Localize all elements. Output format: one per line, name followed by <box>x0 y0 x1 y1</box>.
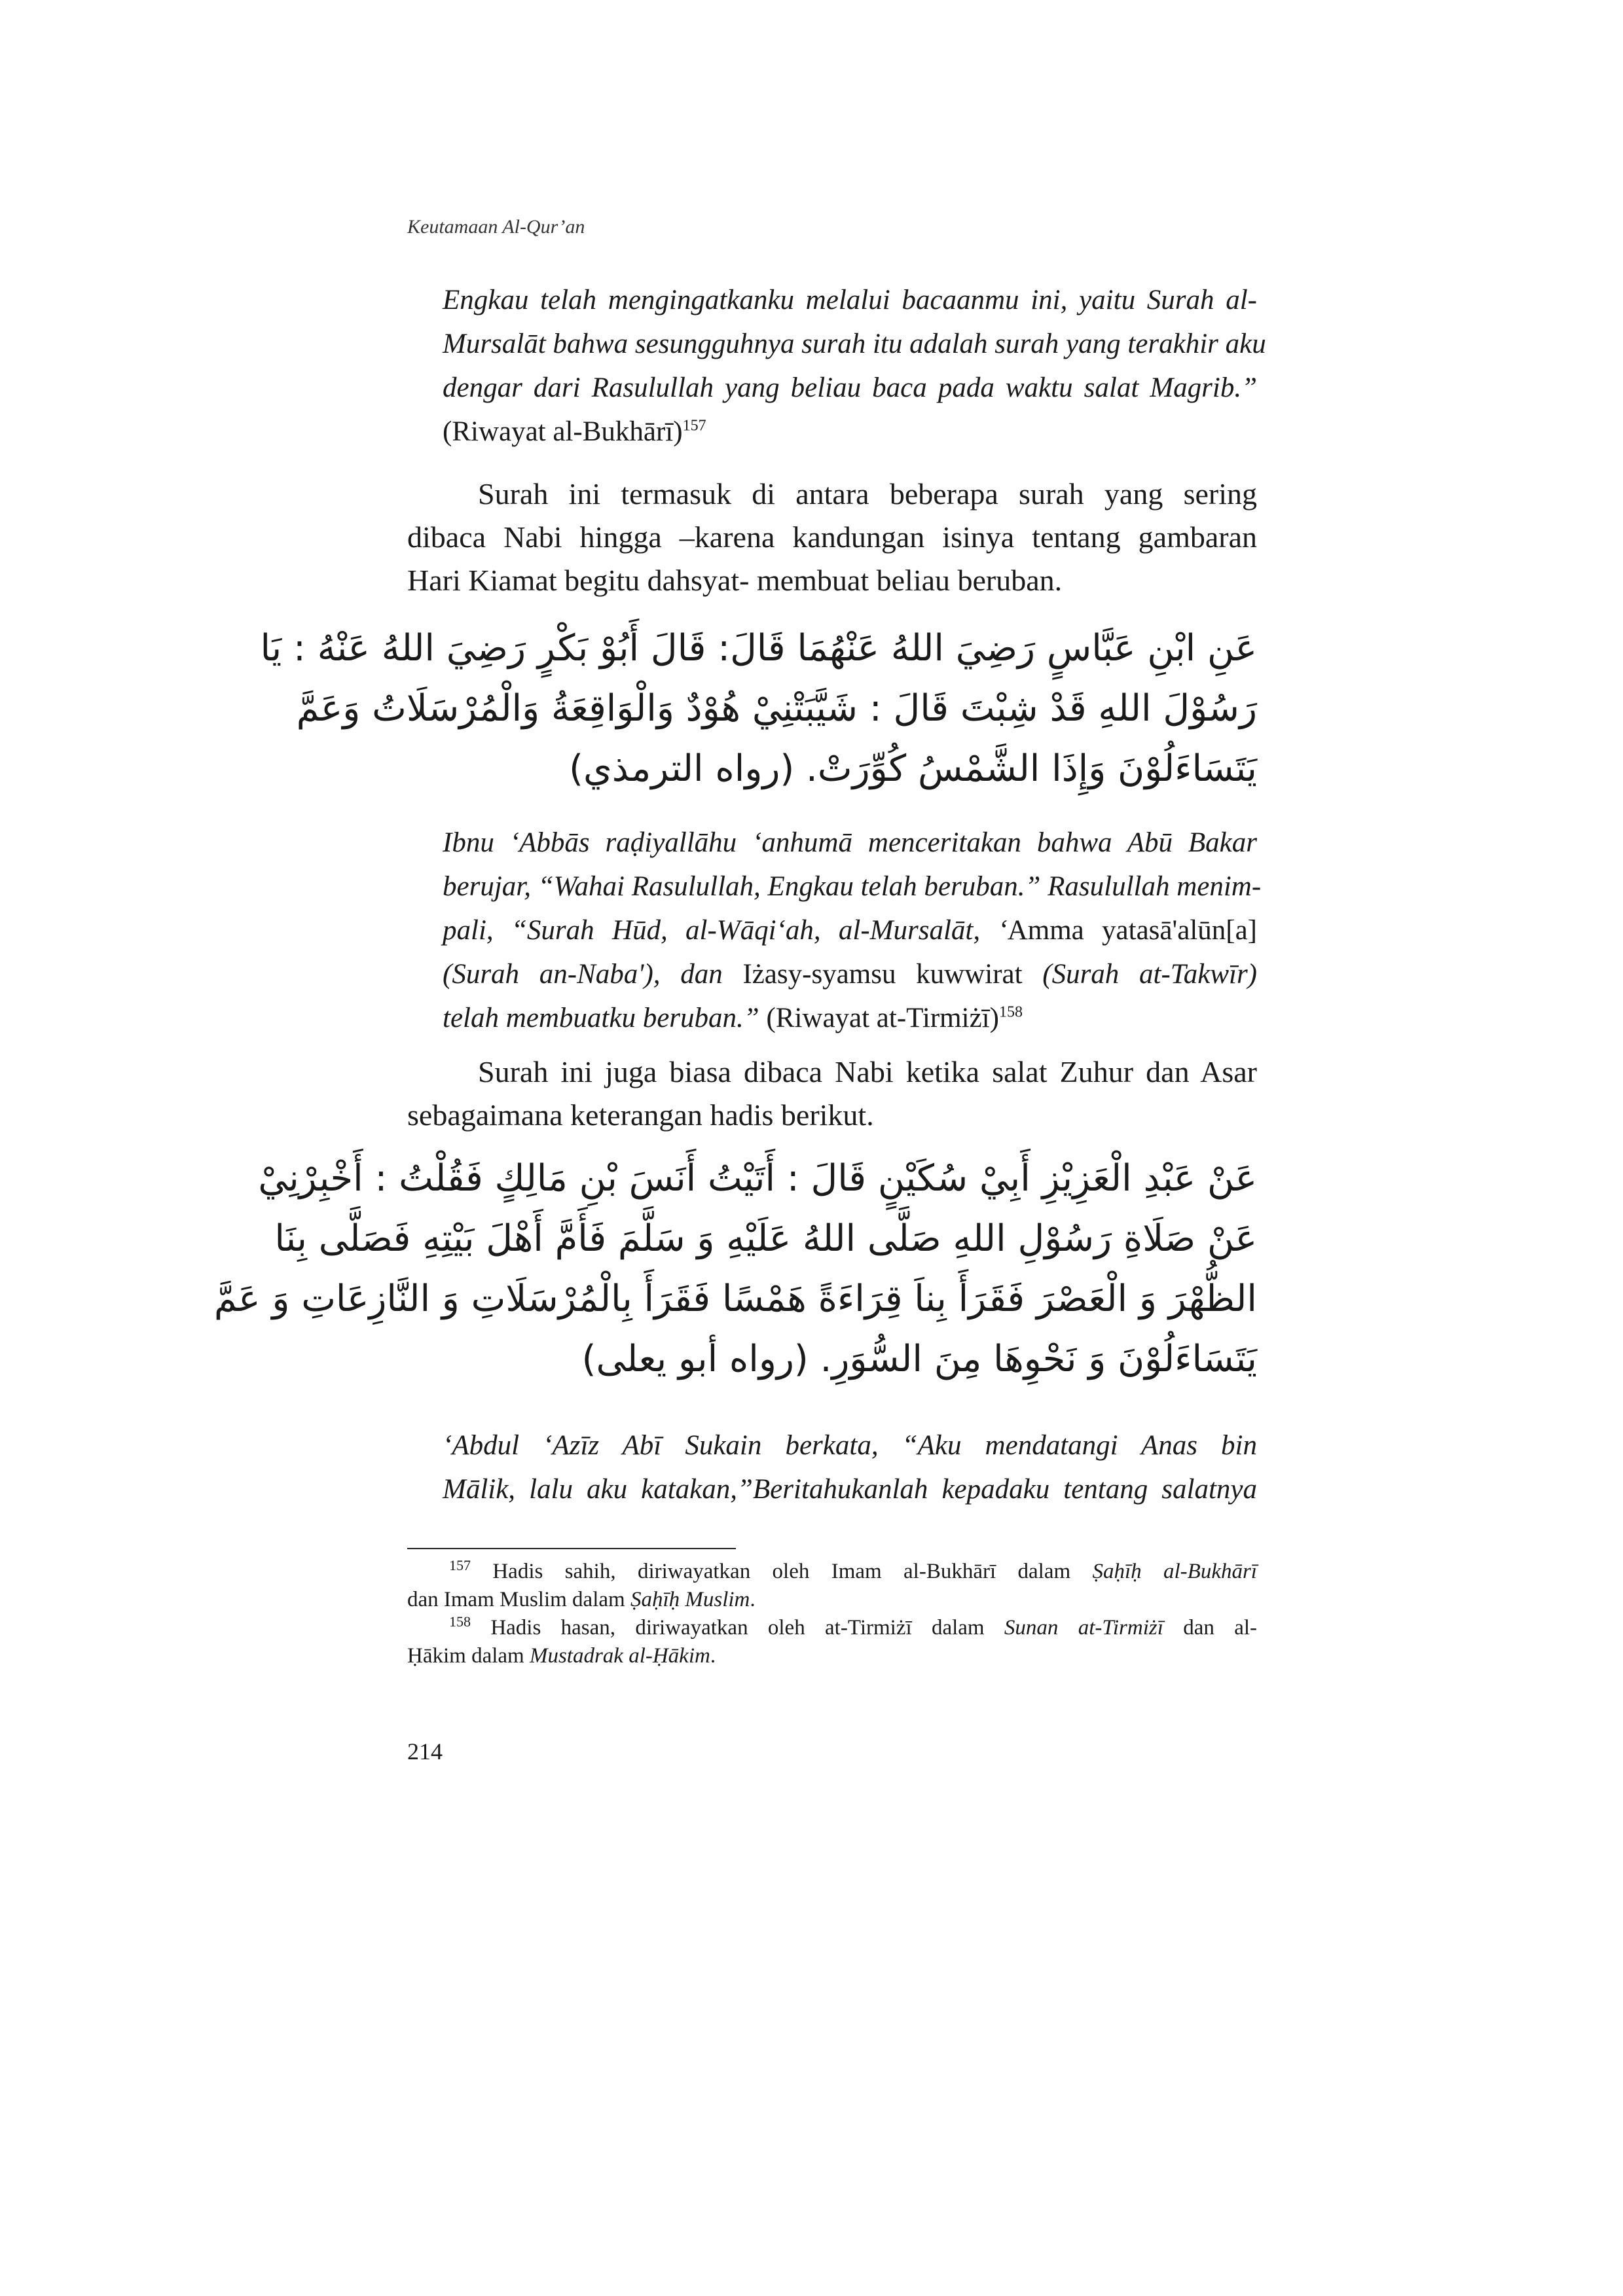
footnote-157 <box>407 1558 1257 1614</box>
arabic-line: عَنْ صَلَاةِ رَسُوْلِ اللهِ صَلَّى اللهُ عَلَيْهِ وَ سَلَّمَ فَأَمَّ أَهْلَ بَيْتِهِ فَصَلَّى بِنَا <box>274 1217 1257 1260</box>
paragraph-line: dibaca Nabi hingga –karena kandungan isinya tentang gambaran <box>407 520 1257 554</box>
surah-name: Iżasy-syamsu kuwwirat <box>742 959 1023 990</box>
quote-line: Mursalāt bahwa sesungguhnya surah itu adalah surah yang terakhir aku <box>443 329 1266 359</box>
footnote-ref: 158 <box>998 1003 1023 1021</box>
footnote-text: dan al- <box>1163 1616 1257 1640</box>
footnote-number: 158 <box>449 1613 471 1630</box>
footnote-text: dan Imam Muslim dalam <box>407 1588 630 1611</box>
book-title: Sunan at-Tirmiżī <box>1004 1616 1163 1640</box>
body-paragraph <box>407 1050 1257 1137</box>
body-paragraph <box>407 473 1257 602</box>
quote-line <box>443 410 1257 454</box>
paragraph-line: Surah ini juga biasa dibaca Nabi ketika salat Zuhur dan Asar <box>478 1055 1257 1088</box>
paragraph-line: Surah ini termasuk di antara beberapa surah yang sering <box>478 477 1257 511</box>
footnote-text: Ḥākim dalam <box>407 1644 530 1668</box>
book-title: Ṣaḥīḥ Muslim <box>630 1588 750 1611</box>
arabic-hadith <box>260 619 1257 799</box>
footnote-text: . <box>750 1588 756 1611</box>
citation: (Riwayat al-Bukhārī) <box>443 416 683 447</box>
footnote-line <box>407 1586 1257 1614</box>
book-title: Mustadrak al-Ḥākim <box>529 1644 710 1668</box>
footnote-text: . <box>710 1644 716 1668</box>
running-header: Keutamaan Al-Qur’an <box>407 216 585 238</box>
translation-line: Ibnu ‘Abbās raḍiyallāhu ‘anhumā menceritakan bahwa Abū Bakar <box>443 827 1257 858</box>
hadith-translation <box>443 821 1262 1040</box>
arabic-line: يَتَسَاءَلُوْنَ وَإِذَا الشَّمْسُ كُوِّرَتْ. (رواه الترمذي) <box>569 747 1257 790</box>
translation-segment: (Surah at-Takwīr) <box>1022 959 1258 990</box>
citation: (Riwayat at-Tirmiżī) <box>759 1003 999 1033</box>
translation-segment: telah membuatku beruban.” <box>443 1003 759 1033</box>
hadith-translation-quote <box>443 278 1266 454</box>
quote-line: Engkau telah mengingatkanku melalui bacaanmu ini, yaitu Surah al- <box>443 285 1257 315</box>
footnotes <box>407 1558 1257 1670</box>
footnote-line <box>407 1642 1257 1670</box>
arabic-line: رَسُوْلَ اللهِ قَدْ شِبْتَ قَالَ : شَيَّبَتْنِيْ هُوْدٌ وَالْوَاقِعَةُ وَالْمُرْسَلَاتُ وَعَمَّ <box>296 687 1257 730</box>
translation-line: berujar, “Wahai Rasulullah, Engkau telah beruban.” Rasulullah menim- <box>443 871 1262 902</box>
translation-line <box>443 908 1257 952</box>
footnote-divider <box>407 1548 736 1549</box>
arabic-line: عَنْ عَبْدِ الْعَزِيْزِ أَبِيْ سُكَيْنٍ قَالَ : أَتَيْتُ أَنَسَ بْنِ مَالِكٍ فَقُلْتُ : أَخْبِرْنِيْ <box>258 1157 1257 1200</box>
footnote-text: Hadis hasan, diriwayatkan oleh at-Tirmiżī dalam <box>471 1616 1004 1640</box>
surah-name: Amma yatasā'alūn[a] <box>1007 915 1257 946</box>
arabic-line: يَتَسَاءَلُوْنَ وَ نَحْوِهَا مِنَ السُّوَرِ. (رواه أبو يعلى) <box>581 1338 1257 1380</box>
translation-line <box>443 952 1257 996</box>
quote-line: dengar dari Rasulullah yang beliau baca pada waktu salat Magrib.” <box>443 372 1257 403</box>
book-title: Ṣaḥīḥ al-Bukhārī <box>1092 1560 1257 1583</box>
paragraph-line: Hari Kiamat begitu dahsyat- membuat beliau beruban. <box>407 564 1063 597</box>
arabic-hadith <box>213 1149 1257 1390</box>
translation-line <box>443 996 1257 1040</box>
footnote-line <box>407 1558 1257 1586</box>
footnote-text: Hadis sahih, diriwayatkan oleh Imam al-Bukhārī dalam <box>471 1560 1093 1583</box>
translation-segment: (Surah an-Naba'), dan <box>443 959 743 990</box>
page-number: 214 <box>407 1738 443 1765</box>
translation-line: Mālik, lalu aku katakan,”Beritahukanlah kepadaku tentang salatnya <box>443 1474 1257 1505</box>
paragraph-line: sebagaimana keterangan hadis berikut. <box>407 1098 874 1132</box>
translation-segment: pali, “Surah Hūd, al-Wāqi‘ah, al-Mursalāt, ‘ <box>443 915 1008 946</box>
translation-line: ‘Abdul ‘Azīz Abī Sukain berkata, “Aku mendatangi Anas bin <box>443 1430 1257 1461</box>
footnote-line <box>407 1614 1257 1642</box>
arabic-line: الظُّهْرَ وَ الْعَصْرَ فَقَرَأَ بِناَ قِرَاءَةً هَمْسًا فَقَرَأَ بِالْمُرْسَلَاتِ وَ النَّازِعَاتِ وَ عَمَّ <box>213 1278 1257 1320</box>
hadith-translation <box>443 1424 1257 1511</box>
footnote-158 <box>407 1614 1257 1670</box>
footnote-ref: 157 <box>682 417 706 435</box>
arabic-line: عَنِ ابْنِ عَبَّاسٍ رَضِيَ اللهُ عَنْهُمَا قَالَ: قَالَ أَبُوْ بَكْرٍ رَضِيَ اللهُ عَنْهُ : يَا <box>260 627 1257 670</box>
footnote-number: 157 <box>449 1557 471 1573</box>
